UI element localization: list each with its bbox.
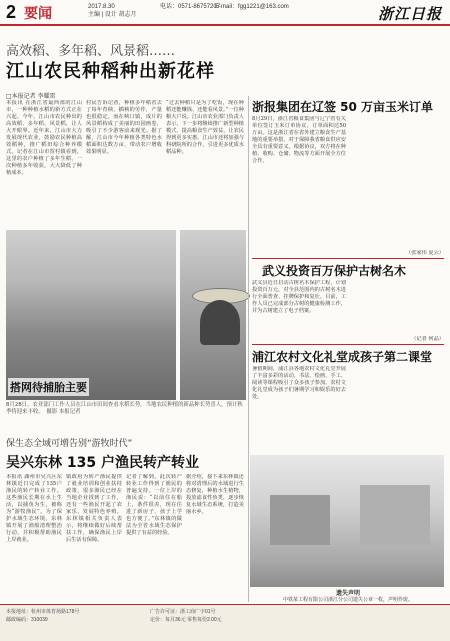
farmer-figure-shape: [200, 300, 240, 345]
story3-body-cont: [350, 280, 444, 340]
header-contact: [160, 3, 220, 11]
story2-headline: 浙报集团在辽签 50 万亩玉米订单: [252, 100, 434, 114]
header-hotline: 电话：0571-86757207: [160, 4, 221, 10]
story4-body-cont: [350, 366, 444, 450]
story4-photo-classroom: [250, 455, 444, 587]
lead-kicker: 高效稻、多年稻、风景稻……: [6, 44, 176, 59]
story5-body-col1: 本报讯 湖州市吴兴区东林镇近日完成了135户渔民的转产转业工作。这些渔民长期在水上生活，以捕鱼为生，被称为“游牧渔民”。为了保护水域生态环境，东林镇开展了渔船清理整治行动，并积极帮助渔民上岸就业。: [6, 474, 62, 543]
footer-address: 本报地址：杭州市体育场路178号: [6, 609, 80, 615]
lead-body-col2: 村民告诉记者，种植多年稻省去了每年育秧、插秧的劳作，产量也很稳定。而在峡口镇，成片的风景稻构成了美丽的田园画卷，吸引了不少游客前来观光。据了解，江山市今年种植各类特色水稻面积达数万亩，带动农户增收效果明显。: [86, 100, 162, 155]
header-email[interactable]: E-mail：fgg1221@163.com: [215, 4, 289, 10]
story5-headline: 吴兴东林 135 户渔民转产转业: [6, 455, 199, 471]
section-title: 要闻: [24, 6, 52, 22]
notice-box: [252, 588, 444, 604]
story4-body: 暑假期间，浦江县各地农村文化礼堂开展了丰富多彩的活动，书法、绘画、手工、阅读等课程吸引了众多孩子参加。农村文化礼堂成为孩子们暑期学习和娱乐的好去处。: [252, 366, 346, 400]
story5-body-col2: 镇政府为转产渔民提供了就业培训和创业扶持政策，很多渔民已经在当地企业找到了工作，还有一些渔民开起了农家乐、发展特色养殖。东林镇相关负责人表示，将继续做好后续帮扶工作，确保渔民上岸后生活有保障。: [66, 474, 122, 543]
lead-photo-label: 搭网待捕胎主要: [8, 378, 89, 396]
story4-headline: 浦江农村文化礼堂成孩子第二课堂: [252, 350, 433, 364]
footer-postcode: 邮政编码：310039: [6, 617, 48, 623]
lead-body-col3: “过去种稻只是为了吃饭，现在种稻还能赚钱、还能看风景。”一位种粮大户说。江山市农业部门负责人表示，下一步将继续推广新型种植模式，提高粮食生产效益，让农民得到更多实惠。江山市还将加强与科研院所的合作，引进更多优质水稻品种。: [166, 100, 244, 155]
lead-photo-fish-net: [6, 230, 176, 400]
page-number: 2: [6, 2, 17, 22]
lead-byline: □本报记者 李耀雷: [6, 93, 56, 100]
story4-rule: [252, 344, 444, 345]
header-info: [88, 3, 137, 19]
photo-building-shape-2: [360, 485, 430, 545]
story2-author: （张家伟 夏云）: [406, 250, 444, 256]
notice-text: 中铁某工程有限公司浙江分公司遗失公章一枚，声明作废。: [282, 597, 413, 603]
story5-kicker: 保生态全域可增告别“游牧时代”: [6, 439, 133, 449]
column-divider: [248, 96, 249, 602]
lead-photo-caption: 8月28日，农业部门工作人员在江山市田间查看水稻长势。当地农民种植的新品种长势喜人，预计秋季将迎来丰收。 摄影 本报记者: [6, 402, 243, 415]
lead-headline: 江山农民种稻种出新花样: [6, 61, 215, 82]
lead-body-col1: 本报讯 在浙江省最西部的江山市，一种种植水稻的新方式正在兴起。今年，江山市农民种出的高效稻、多年稻、风景稻，让人大开眼界。近年来，江山市大力发展现代农业，鼓励农民种植高效稻种，推广稻田综合种养模式。记者在江山市贺村镇看到，这里的农户种植了多年生稻，一次种植多年收获，大大降低了种植成本。: [6, 100, 82, 176]
story5-body-col4: 据介绍，接下来东林镇还将对清理后的水域进行生态修复，种植水生植物，投放滤食性鱼类，逐步恢复水域生态系统，打造美丽水乡。: [186, 474, 244, 515]
story5-body-col3: 记者了解到，此次转产转业工作得到了渔民的普遍支持。一位上岸的渔民说：“以前住在船上，条件很差，现在住进了新房子，孩子上学也方便了。”东林镇的做法为全省水域生态保护提供了有益的经验。: [126, 474, 182, 536]
footer-price: 定价：每月36元 零售每份2.00元: [150, 617, 222, 623]
story2-body-cont: [350, 116, 444, 246]
story3-rule: [252, 258, 444, 259]
story3-headline: 武义投资百万保护古树名木: [262, 264, 407, 278]
story2-body: 8月29日，浙江省粮食集团与辽宁省有关单位签订玉米订单协议，订单面积达50万亩。这是浙江省在省外建立粮食生产基地的重要举措，对于保障我省粮食供应安全具有重要意义。根据协议，双方将在种植、收购、仓储、物流等方面开展全方位合作。: [252, 116, 346, 164]
story3-author: （记者 何晶）: [411, 336, 444, 342]
header-editor: 主编 | 设计 胡志月: [88, 12, 137, 18]
footer-license: 广告许可证：浙工商广字01号: [150, 609, 216, 615]
photo-building-shape: [270, 495, 330, 545]
header-email-wrap: [215, 3, 289, 11]
header-date: 2017.8.30: [88, 4, 115, 10]
page-header: [0, 0, 450, 26]
notice-title: 遗失声明: [335, 590, 360, 597]
story3-body: 武义县近日启动古树名木保护工程，计划投资百万元，对全县范围内的古树名木进行全面普查、挂牌保护和复壮。目前，工作人员已完成部分古树的健康检测工作，并为古树建立了电子档案。: [252, 280, 346, 314]
page-footer: [0, 604, 450, 641]
masthead-logo: 浙江日报: [377, 5, 442, 23]
